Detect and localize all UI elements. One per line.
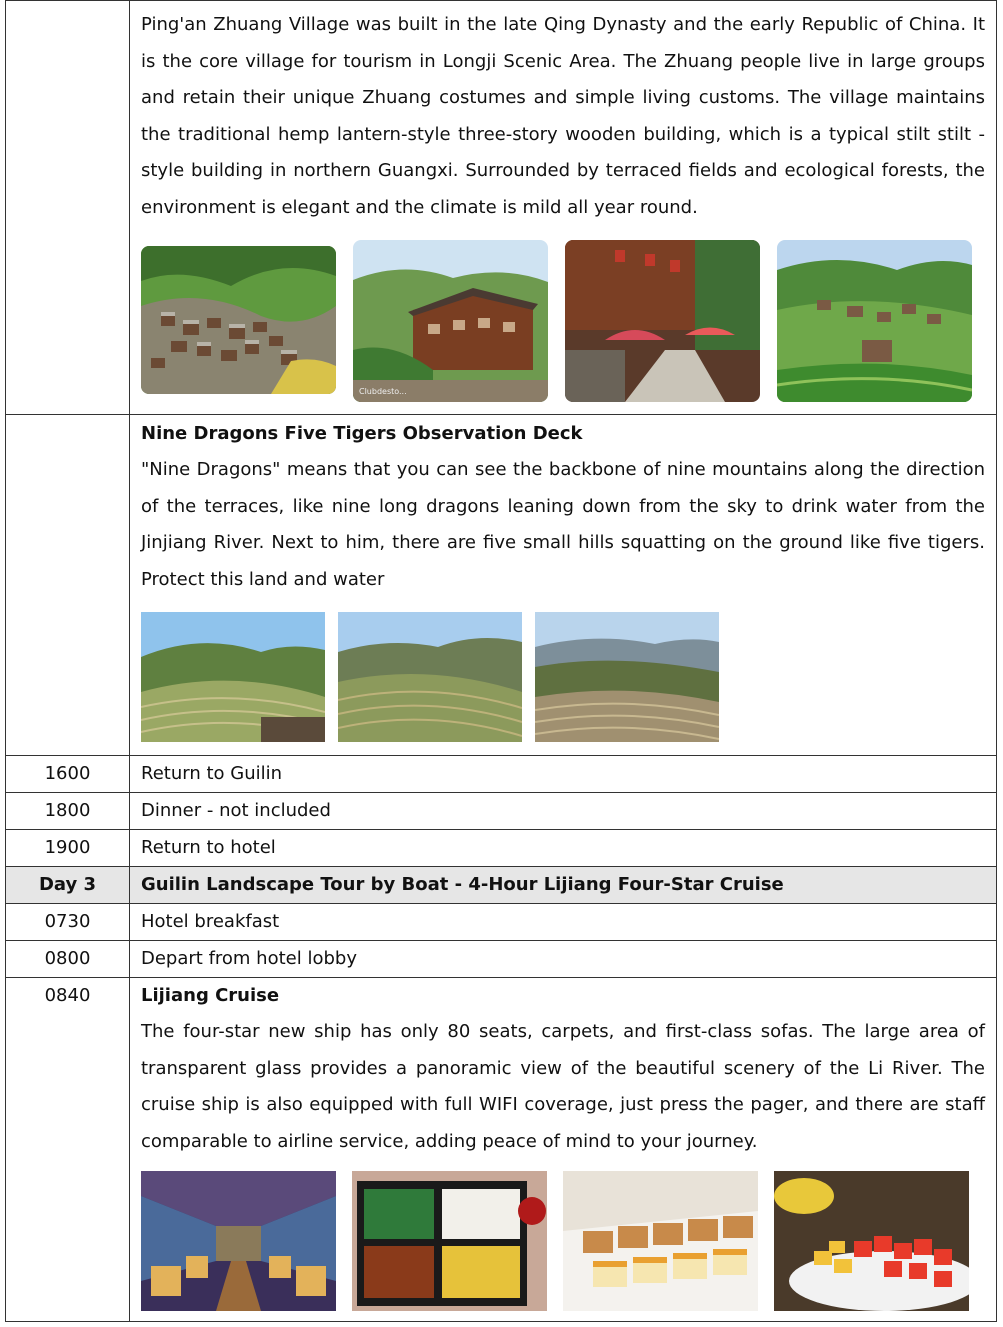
cruise-description: The four-star new ship has only 80 seats, carpets, and first-class sofas. The large area of transparent glass provides a panoramic view of the beautiful scenery of the Li River. The cruise ship is also equipped with full WIFI coverage, just press the pager, and there are staff comparable to airline service, adding peace of mind to your journey. (141, 1021, 985, 1152)
activity-0800: Depart from hotel lobby (130, 941, 997, 978)
pingan-photo-row (141, 240, 985, 402)
cruise-title: Lijiang Cruise (141, 985, 280, 1006)
dragons-description: "Nine Dragons" means that you can see the backbone of nine mountains along the direction of the terraces, like nine long dragons leaning down from the sky to drink water from the Jinjiang River. Next to him, there are five small hills squatting on the ground like five tigers. Protect this land and water (141, 459, 985, 590)
village-photo-2 (353, 240, 548, 402)
time-0840: 0840 (6, 978, 130, 1322)
activity-1900: Return to hotel (130, 830, 997, 867)
activity-1800: Dinner - not included (130, 793, 997, 830)
row-1900 (6, 830, 997, 867)
dragons-title: Nine Dragons Five Tigers Observation Deck (141, 423, 583, 444)
bento-box-photo (352, 1171, 547, 1311)
village-photo-3 (565, 240, 760, 402)
cruise-photo-row (141, 1171, 985, 1311)
time-0730: 0730 (6, 904, 130, 941)
terrace-photo-3 (535, 612, 719, 742)
time-cell-empty (6, 1, 130, 415)
dragons-desc-cell (130, 415, 997, 756)
terrace-photo-1 (141, 612, 325, 742)
row-1800 (6, 793, 997, 830)
dragons-photo-row (141, 612, 985, 742)
pastries-photo (563, 1171, 758, 1311)
pingan-description: Ping'an Zhuang Village was built in the late Qing Dynasty and the early Republic of China. It is the core village for tourism in Longji Scenic Area. The Zhuang people live in large groups and retain their unique Zhuang costumes and simple living customs. The village maintains the traditional hemp lantern-style three-story wooden building, which is a typical stilt stilt -style building in northern Guangxi. Surrounded by terraced fields and ecological forests, the environment is elegant and the climate is mild all year round. (141, 14, 985, 218)
time-1800: 1800 (6, 793, 130, 830)
village-photo-4 (777, 240, 972, 402)
cruise-cabin-photo (141, 1171, 336, 1311)
day-3-title: Guilin Landscape Tour by Boat - 4-Hour Lijiang Four-Star Cruise (130, 867, 997, 904)
pingan-desc-cell (130, 1, 997, 415)
activity-1600: Return to Guilin (130, 756, 997, 793)
terrace-photo-2 (338, 612, 522, 742)
time-1900: 1900 (6, 830, 130, 867)
pingan-row (6, 1, 997, 415)
activity-0730: Hotel breakfast (130, 904, 997, 941)
row-0730 (6, 904, 997, 941)
cruise-row (6, 978, 997, 1322)
day-3-row (6, 867, 997, 904)
time-1600: 1600 (6, 756, 130, 793)
row-1600 (6, 756, 997, 793)
row-0800 (6, 941, 997, 978)
itinerary-table (5, 0, 997, 1322)
cruise-desc-cell (130, 978, 997, 1322)
day-3-label: Day 3 (6, 867, 130, 904)
time-cell-empty (6, 415, 130, 756)
watermark-text: Clubdesto... (359, 387, 407, 396)
dragons-row (6, 415, 997, 756)
time-0800: 0800 (6, 941, 130, 978)
village-photo-1 (141, 246, 336, 394)
fruit-platter-photo (774, 1171, 969, 1311)
